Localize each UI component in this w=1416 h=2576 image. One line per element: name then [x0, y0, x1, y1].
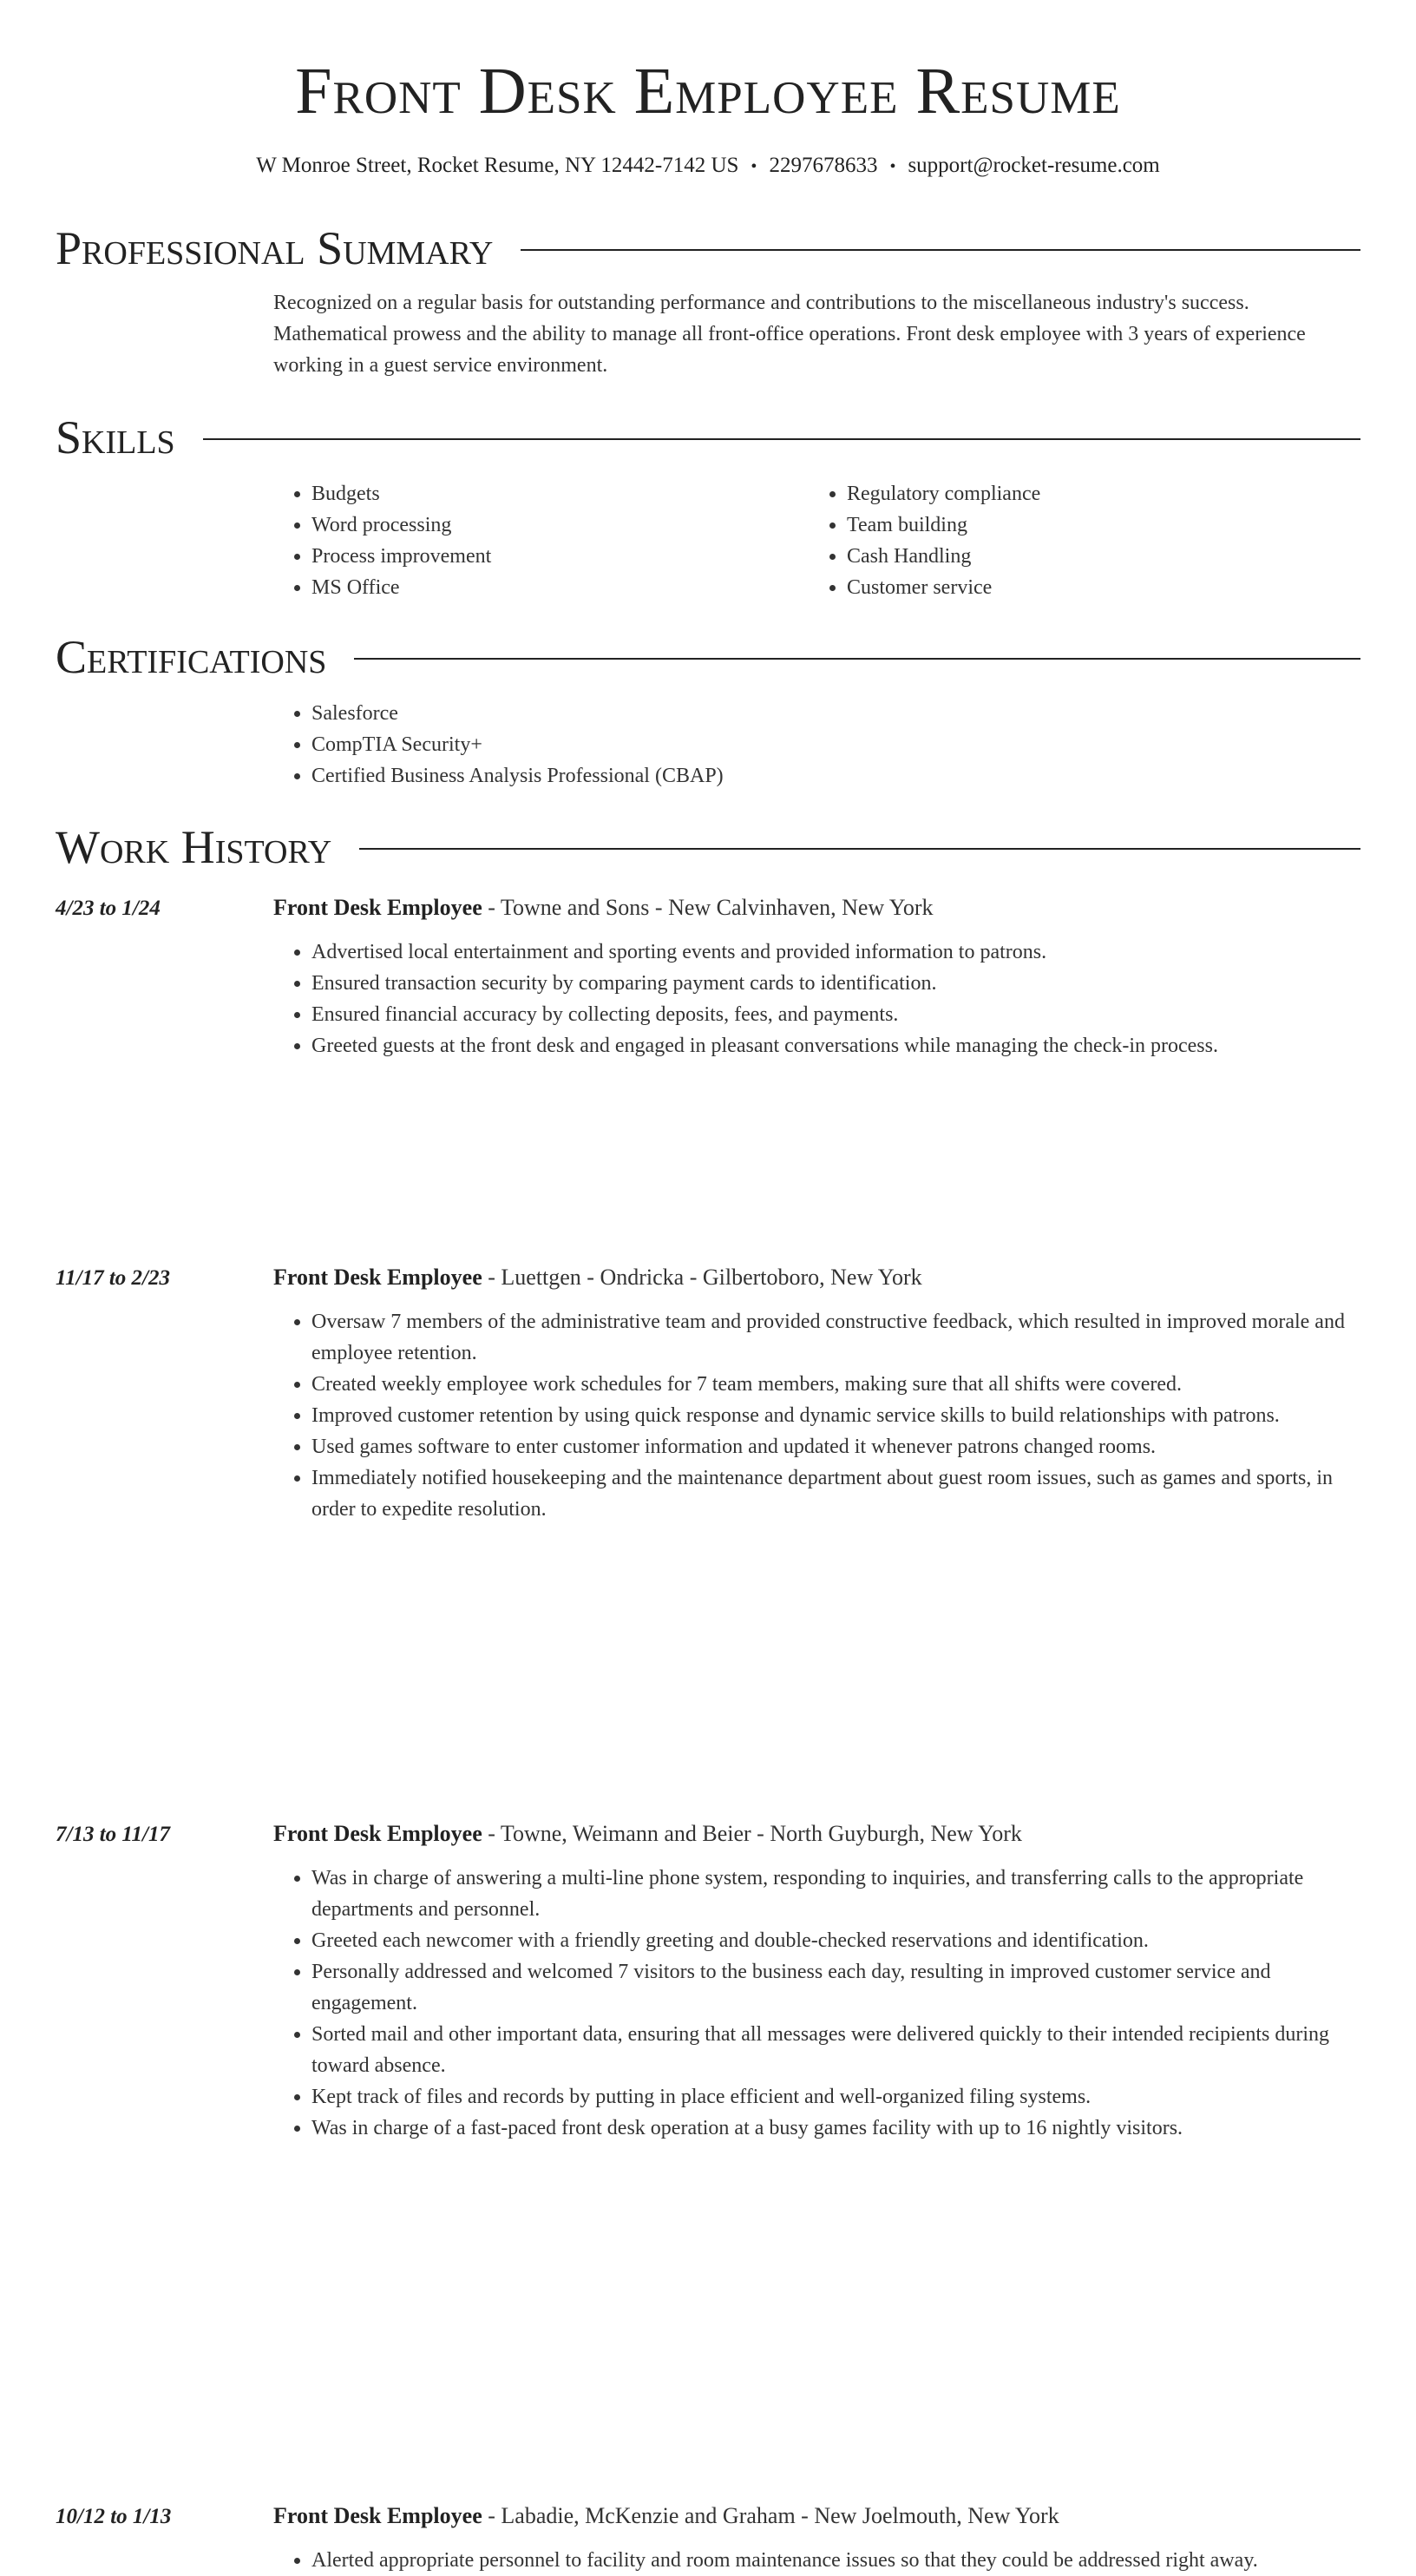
- job-duty: • Ensured financial accuracy by collecting deposits, fees, and payments.: [311, 999, 1360, 1030]
- job-header: [56, 2500, 1360, 2533]
- skill-item: • Budgets: [311, 478, 809, 509]
- section-divider: [521, 249, 1360, 251]
- section-title-summary: Professional Summary: [56, 222, 494, 274]
- job-company-location: - Towne and Sons - New Calvinhaven, New York: [482, 895, 934, 920]
- contact-email: support@rocket-resume.com: [908, 154, 1160, 177]
- certifications-list-wrap: [273, 698, 1360, 792]
- job-duty: • Greeted guests at the front desk and engaged in pleasant conversations while managing the check-in process.: [311, 1030, 1360, 1061]
- skills-section: [56, 409, 1360, 603]
- job-dates: 11/17 to 2/23: [56, 1266, 170, 1290]
- skill-item: • Regulatory compliance: [847, 478, 1344, 509]
- job-entry: [56, 1818, 1360, 2144]
- job-duty: • Oversaw 7 members of the administrative team and provided constructive feedback, which resulted in improved morale and employee retention.: [311, 1306, 1360, 1369]
- certification-item: • Certified Business Analysis Professional (CBAP): [311, 760, 1360, 792]
- summary-header: [56, 220, 1360, 277]
- skill-item: • Process improvement: [311, 541, 809, 572]
- skill-item: • Word processing: [311, 509, 809, 541]
- job-dates: 7/13 to 11/17: [56, 1823, 170, 1846]
- certification-item: • CompTIA Security+: [311, 729, 1360, 760]
- skills-column-left: [273, 478, 809, 603]
- job-duty: • Was in charge of a fast-paced front desk operation at a busy games facility with up to 16 nightly visitors.: [311, 2113, 1360, 2144]
- summary-section: [56, 220, 1360, 381]
- skill-item: • MS Office: [311, 572, 809, 603]
- certifications-header: [56, 628, 1360, 686]
- certifications-list: [273, 698, 1360, 792]
- skills-grid: [273, 478, 1360, 603]
- job-entry: [56, 1262, 1360, 1525]
- job-duties-list: [273, 936, 1360, 1061]
- job-duty: • Created weekly employee work schedules for 7 team members, making sure that all shifts were covered.: [311, 1369, 1360, 1400]
- section-title-certifications: Certifications: [56, 631, 327, 683]
- job-bullets-wrap: [273, 1863, 1360, 2144]
- contact-separator: •: [889, 157, 896, 176]
- job-duty: • Kept track of files and records by putting in place efficient and well-organized filing systems.: [311, 2081, 1360, 2113]
- job-company-location: - Towne, Weimann and Beier - North Guyburgh, New York: [482, 1821, 1022, 1846]
- job-entry: [56, 2500, 1360, 2576]
- contact-address: W Monroe Street, Rocket Resume, NY 12442-7142 US: [256, 154, 739, 177]
- job-header: [56, 892, 1360, 924]
- job-header: [56, 1262, 1360, 1294]
- work-history-header: [56, 818, 1360, 876]
- job-duty: • Personally addressed and welcomed 7 visitors to the business each day, resulting in improved customer service and engagement.: [311, 1956, 1360, 2019]
- skills-header: [56, 409, 1360, 466]
- certification-item: • Salesforce: [311, 698, 1360, 729]
- job-duty: • Greeted each newcomer with a friendly greeting and double-checked reservations and identification.: [311, 1925, 1360, 1956]
- job-company-location: - Luettgen - Ondricka - Gilbertoboro, New York: [482, 1265, 922, 1290]
- job-title: Front Desk Employee: [273, 2503, 482, 2528]
- job-duty: • Advertised local entertainment and sporting events and provided information to patrons.: [311, 936, 1360, 968]
- skills-list-right: [809, 478, 1344, 603]
- job-duty: • Immediately notified housekeeping and the maintenance department about guest room issues, such as games and sports, in order to expedite resolution.: [311, 1462, 1360, 1525]
- job-dates: 10/12 to 1/13: [56, 2505, 172, 2528]
- job-duty: • Improved customer retention by using quick response and dynamic service skills to build relationships with patrons.: [311, 1400, 1360, 1431]
- contact-line: [0, 151, 1416, 181]
- job-title: Front Desk Employee: [273, 1821, 482, 1846]
- job-duties-list: [273, 1863, 1360, 2144]
- job-title: Front Desk Employee: [273, 1265, 482, 1290]
- section-divider: [354, 658, 1360, 660]
- skills-list-left: [273, 478, 809, 603]
- job-bullets-wrap: [273, 1306, 1360, 1525]
- resume-title: Front Desk Employee Resume: [295, 55, 1121, 128]
- section-divider: [203, 438, 1360, 440]
- job-duty: • Alerted appropriate personnel to facility and room maintenance issues so that they could be addressed right away.: [311, 2545, 1360, 2576]
- skill-item: • Customer service: [847, 572, 1344, 603]
- certifications-section: [56, 628, 1360, 792]
- skill-item: • Team building: [847, 509, 1344, 541]
- job-header: [56, 1818, 1360, 1850]
- job-entry: [56, 892, 1360, 1061]
- job-duties-list: [273, 1306, 1360, 1525]
- section-title-work-history: Work History: [56, 821, 332, 873]
- job-company-location: - Labadie, McKenzie and Graham - New Joelmouth, New York: [482, 2503, 1059, 2528]
- job-duty: • Used games software to enter customer information and updated it whenever patrons changed rooms.: [311, 1431, 1360, 1462]
- summary-text: Recognized on a regular basis for outstanding performance and contributions to the miscellaneous industry's success. Mathematical prowess and the ability to manage all front-office operations. Front desk employee with 3 years of experience working in a guest service environment.: [273, 292, 1306, 377]
- section-title-skills: Skills: [56, 411, 175, 463]
- job-bullets-wrap: [273, 936, 1360, 1061]
- contact-phone: 2297678633: [769, 154, 878, 177]
- job-duty: • Ensured transaction security by comparing payment cards to identification.: [311, 968, 1360, 999]
- contact-separator: •: [751, 157, 757, 176]
- skills-column-right: [809, 478, 1344, 603]
- job-duty: • Sorted mail and other important data, ensuring that all messages were delivered quickly to their intended recipients during toward absence.: [311, 2019, 1360, 2081]
- section-divider: [359, 848, 1360, 850]
- job-title: Front Desk Employee: [273, 895, 482, 920]
- job-bullets-wrap: [273, 2545, 1360, 2576]
- job-duties-list: [273, 2545, 1360, 2576]
- skill-item: • Cash Handling: [847, 541, 1344, 572]
- work-history-section: [56, 818, 1360, 876]
- job-dates: 4/23 to 1/24: [56, 897, 161, 920]
- job-duty: • Was in charge of answering a multi-line phone system, responding to inquiries, and transferring calls to the appropriate departments and personnel.: [311, 1863, 1360, 1925]
